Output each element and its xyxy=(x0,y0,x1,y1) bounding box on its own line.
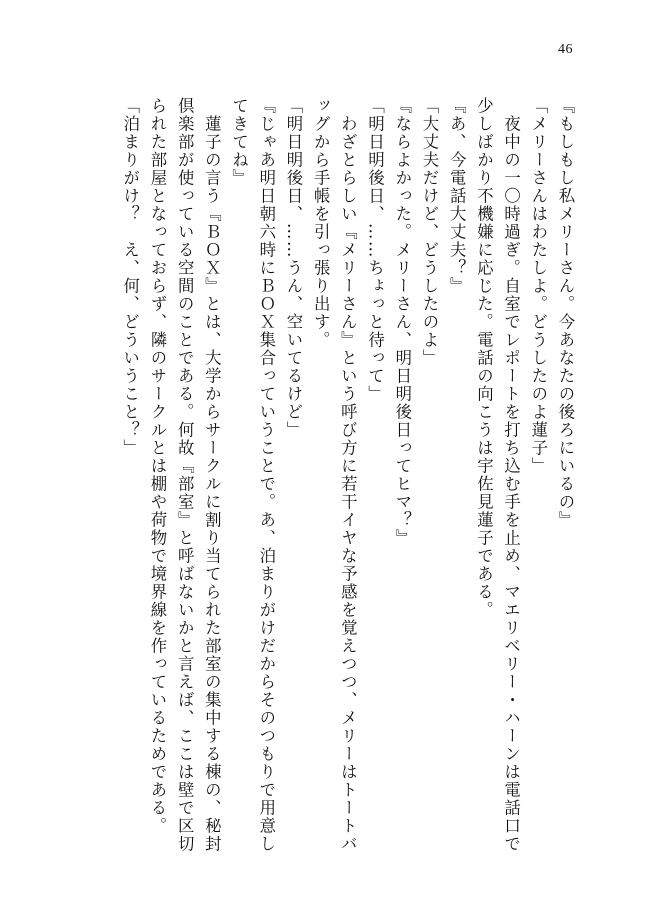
text-line: 「メリーさんはわたしよ。どうしたのよ蓮子」 xyxy=(528,97,548,475)
text-line: 「大丈夫だけど、どうしたのよ」 xyxy=(419,97,439,367)
text-line: 「泊まりがけ？ え、何、どういうこと？」 xyxy=(120,97,140,457)
text-line: てきてね』 xyxy=(229,97,249,187)
text-line: 「明日明後日、……ちょっと待って」 xyxy=(365,97,385,403)
text-line: 『じゃあ明日朝六時にＢＯＸ集合っていうことで。あ、泊まりがけだからそのつもりで用意し xyxy=(256,97,276,853)
text-line: 『あ、今電話大丈夫？』 xyxy=(447,97,467,295)
text-line: 夜中の一〇時過ぎ。自室でレポートを打ち込む手を止め、マエリベリー・ハーンは電話口で xyxy=(501,97,521,853)
text-line: 倶楽部が使っている空間のことである。何故『部室』と呼ばないかと言えば、ここは壁で区切 xyxy=(175,97,195,853)
text-line: 蓮子の言う『ＢＯＸ』とは、大学からサークルに割り当てられた部室の集中する棟の、秘封 xyxy=(202,97,222,853)
text-line: られた部屋となっておらず、隣のサークルとは棚や荷物で境界線を作っているためである。 xyxy=(147,97,167,835)
text-line: 少しばかり不機嫌に応じた。電話の向こうは宇佐見蓮子である。 xyxy=(474,97,494,619)
text-line: 「明日明後日、……うん、空いてるけど」 xyxy=(283,97,303,439)
text-line: 『もしもし私メリーさん。今あなたの後ろにいるの』 xyxy=(556,97,575,529)
text-line: ッグから手帳を引っ張り出す。 xyxy=(311,97,331,349)
page-number: 46 xyxy=(558,42,573,57)
text-line: わざとらしい『メリーさん』という呼び方に若干イヤな予感を覚えつつ、メリーはトートバ xyxy=(338,97,358,853)
text-line: 『ならよかった。メリーさん、明日明後日ってヒマ？』 xyxy=(392,97,412,547)
vertical-text-body xyxy=(117,97,579,872)
